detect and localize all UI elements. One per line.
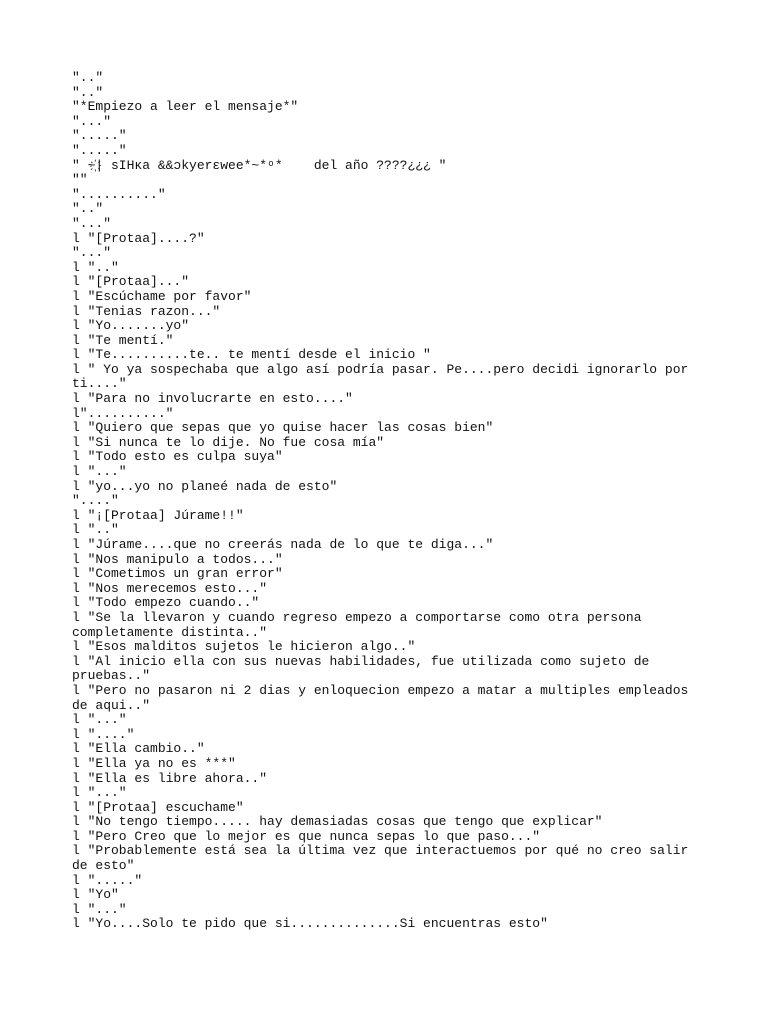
text-line: "..": [72, 70, 104, 85]
text-line: l "[Protaa] escuchame": [72, 799, 244, 815]
text-line: l "No tengo tiempo..... hay demasiadas cosas que tengo que explicar": [72, 814, 603, 830]
text-line: l "¡[Protaa] Júrame!!": [72, 507, 244, 523]
text-line: "": [72, 172, 88, 188]
text-line: l "Te..........te.. te mentí desde el inicio ": [72, 347, 431, 363]
text-line: "...": [72, 245, 112, 261]
text-line: "...": [72, 215, 112, 231]
document-page: [72, 71, 702, 932]
text-line: l "Nos manipulo a todos...": [72, 551, 283, 567]
text-line: l "Se la llevaron y cuando regreso empezo a comportarse como otra persona completamente distinta..": [72, 609, 650, 640]
text-line: l "Yo": [72, 887, 119, 903]
text-line: l "Nos merecemos esto...": [72, 580, 268, 596]
text-line: "*Empiezo a leer el mensaje*": [72, 99, 299, 115]
text-line: l"..........": [72, 405, 174, 421]
text-line: l "Yo....Solo te pido que si..............Si encuentras esto": [72, 916, 548, 932]
text-line: l "Para no involucrarte en esto....": [72, 391, 353, 407]
text-line: l "Yo.......yo": [72, 318, 190, 334]
text-line: l "...": [72, 712, 127, 728]
text-line: l "..": [72, 522, 119, 538]
text-line: l "Pero no pasaron ni 2 dias y enloquecion empezo a matar a multiples empleados de aqui..": [72, 682, 697, 713]
text-line: l "[Protaa]...": [72, 274, 190, 290]
text-line: l "Todo esto es culpa suya": [72, 449, 283, 465]
text-line: l "Te mentí.": [72, 332, 174, 348]
text-line: l "....": [72, 726, 135, 742]
text-line: l "Pero Creo que lo mejor es que nunca sepas lo que paso...": [72, 828, 541, 844]
text-line: l "yo...yo no planeé nada de esto": [72, 478, 338, 494]
text-line: ".....": [72, 128, 127, 144]
text-line: l "Todo empezo cuando..": [72, 595, 260, 611]
text-line: "...": [72, 113, 112, 129]
text-line: l "Escúchame por favor": [72, 288, 252, 304]
text-line: l "..": [72, 259, 119, 275]
text-line: " ~҉| sIHκa &&ɔkyerɛwee*~*ᵒ* del año ????¿¿¿ ": [72, 157, 447, 173]
text-line: l ".....": [72, 872, 143, 888]
text-line: l "Si nunca te lo dije. No fue cosa mía": [72, 434, 385, 450]
text-line: "..": [72, 84, 104, 100]
text-line: l " Yo ya sospechaba que algo así podría pasar. Pe....pero decidi ignorarlo por ti....": [72, 361, 697, 392]
text-line: ".....": [72, 142, 127, 158]
text-line: l "[Protaa]....?": [72, 230, 205, 246]
text-line: l "Esos malditos sujetos le hicieron algo..": [72, 639, 416, 655]
text-line: l "Cometimos un gran error": [72, 566, 283, 582]
text-line: l "...": [72, 901, 127, 917]
text-line: l "Ella ya no es ***": [72, 755, 236, 771]
text-line: l "...": [72, 464, 127, 480]
text-line: "..........": [72, 186, 166, 202]
text-line: l "Probablemente está sea la última vez que interactuemos por qué no creo salir de esto": [72, 843, 697, 874]
text-line: l "Ella cambio..": [72, 741, 205, 757]
text-line: l "...": [72, 785, 127, 801]
text-line: l "Quiero que sepas que yo quise hacer las cosas bien": [72, 420, 494, 436]
text-line: "....": [72, 493, 119, 509]
text-line: l "Ella es libre ahora..": [72, 770, 268, 786]
text-line: l "Al inicio ella con sus nuevas habilidades, fue utilizada como sujeto de pruebas..": [72, 653, 658, 684]
text-line: "..": [72, 201, 104, 217]
text-line: l "Tenias razon...": [72, 303, 221, 319]
text-line: l "Júrame....que no creerás nada de lo que te diga...": [72, 537, 494, 552]
